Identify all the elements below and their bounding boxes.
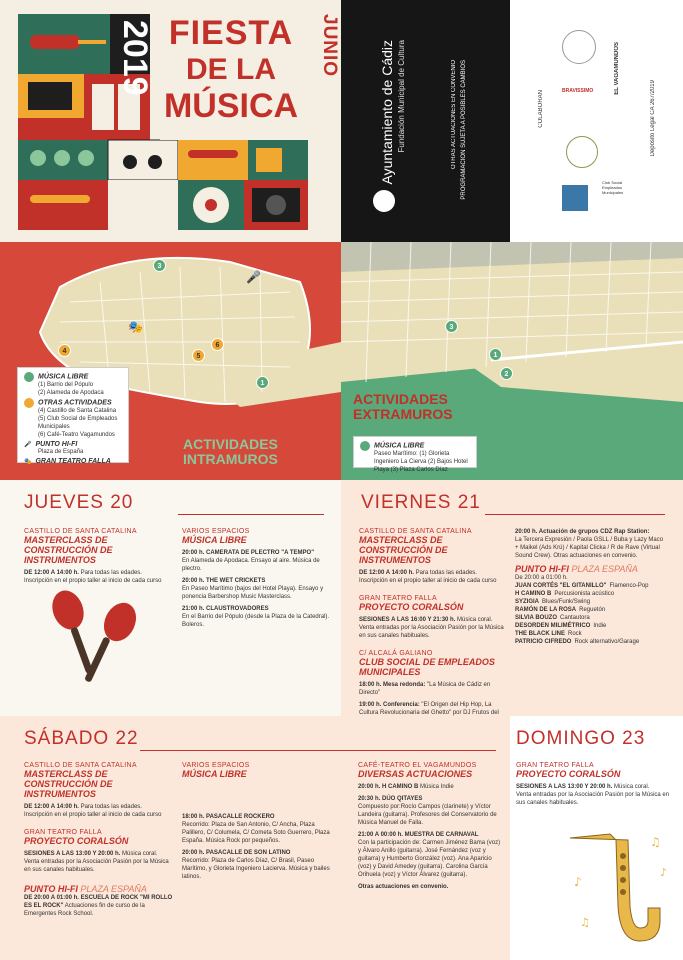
sabado-cf-end: Otras actuaciones en convenio. [358,884,449,890]
lineup-genre: Rock [568,631,582,637]
theater-masks-icon: 🎭 [128,320,143,334]
map-ext-pin-1[interactable]: 1 [489,348,502,361]
legend-ml2: (2) Alameda de Apodaca [38,390,104,397]
legend-ml1: (1) Barrio del Pópulo [38,382,94,389]
sabado-cf2-head: 20:30 h. DÚO QITAYES [358,796,423,802]
legend-masks-icon: 🎭 [24,459,32,466]
sabado-title: SÁBADO 22 [24,728,139,749]
colaboran-label: COLABORAN [538,90,544,128]
lineup-artist: DESORDEN MILIMÉTRICO [515,623,591,629]
sabado-v2-text: Recorrido: Plaza de Carlos Díaz, C/ Brasil, Paseo Marítimo, y Glorieta Ingeniero Lacierva. Música y bailes latinos. [182,858,330,880]
fundacion-label: Fundación Municipal de Cultura [397,40,406,153]
viernes-title: VIERNES 21 [361,492,481,513]
viernes-col2 [515,528,665,646]
svg-text:♪: ♪ [574,875,582,889]
sabado-c2-time-rest: Música coral. [120,851,158,857]
lineup-artist: H CAMINO B [515,591,552,597]
lineup-item [515,630,665,638]
map-ext-pin-2[interactable]: 2 [500,367,513,380]
viernes-c3-l1-head: 18:00 h. Mesa redonda: [359,682,426,688]
lineup-item [515,622,665,630]
jueves-title: JUEVES 20 [24,492,134,513]
lineup-item [515,638,665,646]
saxophone-icon [560,816,680,956]
lineup-artist: THE BLACK LINE [515,631,565,637]
sabado-cafe-event: DIVERSAS ACTUACIONES [358,769,473,779]
sabado-v-venue: VARIOS ESPACIOS [182,762,250,769]
jueves-e2-text: En Paseo Marítimo (bajos del Hotel Playa). Ensayo y ponencia Barbershop Music Masterclass. [182,586,324,600]
sabado-hifi [24,884,174,894]
svg-text:♫: ♫ [580,916,590,929]
sabado-v1-head: 18:00 h. PASACALLE ROCKERO [182,814,275,820]
sabado-c2-venue: GRAN TEATRO FALLA [24,829,102,836]
jueves-divider [178,514,324,515]
legend-hifi: PUNTO HI-FI [35,440,78,448]
lineup-item [515,582,665,590]
viernes-c2-venue: GRAN TEATRO FALLA [359,595,437,602]
map-extramuros [341,242,683,480]
domingo-block [516,762,676,807]
deposito-legal: Depósito Legal CA 267/2019 [650,80,656,157]
lineup-item [515,606,665,614]
sabado-c2-event: PROYECTO CORALSÓN [24,836,129,846]
map-pin-1[interactable]: 1 [256,376,269,389]
viernes-c1-time-rest: Para todas las edades. [413,570,477,576]
ext-legend-musica-libre: MÚSICA LIBRE [374,442,425,450]
festival-poster [0,0,341,242]
svg-text:♪: ♪ [660,866,668,879]
map-intramuros-title-2: INTRAMUROS [183,451,278,467]
jueves-musica-libre [182,528,332,632]
lineup-genre: Reguetón [579,607,606,613]
viernes-c4-head: 20:00 h. Actuación de grupos CDZ Rap Station: [515,529,650,535]
poster-title-fiesta: FIESTA [168,14,294,52]
sabado-hifi-label: PUNTO HI-FI [24,884,78,894]
viernes-c4-text: La Tercera Expresión / Paola GSLL / Buba y Lazy Maco + Maikel (Ads Krú) / Kapital Clicka / R de Rave (Virtual Sound Crew). Otras actuaciones en convenio. [515,537,664,559]
sabado-col1 [24,762,174,918]
cadiz-crest-icon [373,190,395,212]
domingo-title: DOMINGO 23 [516,728,646,749]
viernes-c3-venue: C/ ALCALÁ GALIANO [359,650,433,657]
note-convenio: OTRAS ACTUACIONES EN CONVENIO [451,60,457,170]
map-pin-4[interactable]: 4 [58,344,71,357]
jueves-c2-venue: VARIOS ESPACIOS [182,528,250,535]
map-extramuros-title [353,392,453,422]
lineup-genre: Rock alternativo/Garage [574,639,640,645]
lineup-genre: Percusionista acústico [554,591,615,597]
viernes-c2-time: SESIONES A LAS 16:00 Y 21:30 h. [359,617,456,623]
sabado-c2-text2: Venta entradas por la Asociación Pasión por la Música en sus canales habituales. [24,859,169,873]
viernes-c2-time-rest: Música coral. [455,617,493,623]
svg-text:♫: ♫ [650,835,661,849]
map-intramuros-title-1: ACTIVIDADES [183,436,278,452]
sabado-cf1-rest: Música Indie [418,784,454,790]
poster-title-de-la: DE LA [186,53,276,86]
map-pin-3[interactable]: 3 [153,259,166,272]
viernes-hifi-time: De 20:00 a 01:00 h. [515,575,568,581]
sabado-hifi-head: DE 20:00 A 01:00 h. ESCUELA DE ROCK "MI ROLLO ES EL ROCK" [24,895,173,909]
sabado-c1-text2: Inscripción en el propio taller al inicio de cada curso [24,812,162,818]
domingo-text2: Venta entradas por la Asociación Pasión por la Música en sus canales habituales. [516,792,670,806]
lineup-item [515,598,665,606]
note-cambios: PROGRAMACIÓN SUJETA A POSIBLES CAMBIOS [461,60,467,200]
viernes-c1-time: DE 12:00 A 14:00 h. [359,570,414,576]
jueves-e3-text: En el Barrio del Pópulo (desde la Plaza de la Catedral). Boleros. [182,614,330,628]
jueves-c2-event: MÚSICA LIBRE [182,535,247,545]
maracas-icon [48,588,148,688]
lineup-genre: Indie [593,623,607,629]
sabado-c1-time: DE 12:00 A 14:00 h. [24,804,79,810]
lineup-item [515,614,665,622]
poster-year: 2019 [116,20,154,96]
poster-dates: JUNIO [319,14,340,78]
viernes-c3-l2-rest: "El Origen del Hip Hop, La Cultura Revolucionaria del Ghetto" por DJ Frutos del [359,702,499,716]
sabado-cf3-text: Con la participación de: Carmen Jiménez Bama (voz) y Álvaro Anillo (guitarra). José Fernández (voz y guitarra) y Humberto González (voz). Ana Aparicio (voz) y David Amedey (guitarra). Carolina García Orihuela (voz) y Víctor Álvarez (guitarra). [358,840,501,878]
legend-oa4: (4) Castillo de Santa Catalina [38,408,117,415]
legend-oa5: (5) Club Social de Empleados Municipales [38,416,118,430]
sabado-cafe-venue: CAFÉ-TEATRO EL VAGAMUNDOS [358,762,477,769]
lineup-artist: SILVIA BOUZO [515,615,557,621]
legend-otras: OTRAS ACTIVIDADES [38,399,112,407]
sabado-col3 [358,762,503,894]
map-pin-5[interactable]: 5 [192,349,205,362]
viernes-divider [485,514,665,515]
sabado-cf3-head: 21:00 A 00:00 h. MUESTRA DE CARNAVAL [358,832,479,838]
viernes-hifi-label: PUNTO HI-FI [515,564,569,574]
sabado-v-event: MÚSICA LIBRE [182,769,247,779]
poster-title-musica: MÚSICA [163,87,299,125]
bravissimo-logo: BRAVISSIMO [562,88,594,94]
lineup-artist: RAMÓN DE LA ROSA [515,607,577,613]
viernes-c3-l2-head: 19:00 h. Conferencia: [359,702,420,708]
domingo-venue: GRAN TEATRO FALLA [516,762,594,769]
microphone-icon: 🎤 [246,270,261,284]
domingo-time-rest: Música coral. [612,784,650,790]
collab-logo-3-icon [566,136,598,168]
jueves-e1-text: En Alameda de Apodaca. Ensayo al aire. Música de plectro. [182,558,320,572]
jueves-c1-text2: Inscripción en el propio taller al inicio de cada curso [24,578,162,584]
sabado-cf2-text: Compuesto por:Rocío Campos (clarinete) y Víctor Landeira (guitarra). Profesores del Conservatorio de Música Manuel de Falla. [358,804,497,826]
viernes-c3-event: CLUB SOCIAL DE EMPLEADOS MUNICIPALES [359,657,495,677]
map-intramuros-legend [17,367,129,466]
viernes-lineup [515,582,665,646]
domingo-time: SESIONES A LAS 13:00 Y 20:00 h. [516,784,613,790]
jueves-section [0,480,341,716]
sabado-c1-venue: CASTILLO DE SANTA CATALINA [24,762,137,769]
collaborators-panel [510,0,683,242]
vagamundos-logo: EL VAGAMUNDOS [614,42,620,95]
sabado-v2-head: 20:00 h. PASACALLE DE SON LATINO [182,850,291,856]
collab-logo-1-icon [562,30,596,64]
legend-microphone-icon: 🎤 [24,441,32,448]
map-extramuros-legend [353,436,477,473]
viernes-c2-text2: Venta entradas por la Asociación Pasión por la Música en sus canales habituales. [359,625,504,639]
sabado-c1-time-rest: Para todas las edades. [78,804,142,810]
viernes-c3-l1-rest: "La Música de Cádiz en Directo" [359,682,491,696]
jueves-e1-head: 20:00 h. CAMERATA DE PLECTRO "A TEMPO" [182,550,315,556]
map-intramuros-title [183,437,278,467]
viernes-section [341,480,683,716]
viernes-c1-event: MASTERCLASS DE CONSTRUCCIÓN DE INSTRUMENTOS [359,535,448,565]
collab-logo-4-icon [562,185,588,211]
viernes-hifi [515,564,665,574]
jueves-masterclass [24,528,174,585]
map-ext-pin-3[interactable]: 3 [445,320,458,333]
jueves-e2-head: 20:00 h. THE WET CRICKETS [182,578,266,584]
sabado-c1-event: MASTERCLASS DE CONSTRUCCIÓN DE INSTRUMENTOS [24,769,113,799]
viernes-c1-text2: Inscripción en el propio taller al inicio de cada curso [359,578,497,584]
legend-oa6: (6) Café-Teatro Vagamundos [38,431,115,438]
jueves-c1-time-rest: Para todas las edades. [78,570,142,576]
jueves-c1-time: DE 12:00 A 14:00 h. [24,570,79,576]
sabado-cf1-head: 20:00 h. H CAMINO B [358,784,419,790]
lineup-genre: Cantautora [560,615,590,621]
cadiz-panel [341,0,510,242]
lineup-item [515,590,665,598]
legend-hifi-place: Plaza de España [38,449,84,456]
sabado-hifi-place: PLAZA ESPAÑA [80,884,147,894]
lineup-artist: JUAN CORTÉS "EL GITANILLO" [515,583,607,589]
jueves-e3-head: 21:00 h. CLAUSTROVADORES [182,606,269,612]
viernes-c1-venue: CASTILLO DE SANTA CATALINA [359,528,472,535]
poster-title [150,14,312,134]
jueves-c1-event: MASTERCLASS DE CONSTRUCCIÓN DE INSTRUMENTOS [24,535,113,565]
sabado-hifi-text: Actuaciones fin de curso de la Emergentes Rock School. [24,903,145,917]
club-social-logo: Club Social Empleados Municipales [602,180,624,195]
ayuntamiento-label: Ayuntamiento de Cádiz [379,40,395,185]
lineup-genre: Flamenco-Pop [609,583,649,589]
sabado-c2-time: SESIONES A LAS 13:00 Y 20:00 h. [24,851,121,857]
sabado-divider [140,750,496,751]
legend-musica-libre: MÚSICA LIBRE [38,373,89,381]
sabado-v1-text: Recorrido: Plaza de San Antonio, C/ Ancha, Plaza Palillero, C/ Columela, C/ Cometa Soto Guerrero, Plaza España. Música Rock por pequeños. [182,822,330,844]
ext-legend-text: Paseo Marítimo: (1) Glorieta Ingeniero La Cierva (2) Bajos Hotel Playa (3) Plaza Carlos Díaz [374,451,468,473]
domingo-event: PROYECTO CORALSÓN [516,769,621,779]
legend-teatro: GRAN TEATRO FALLA [35,458,111,466]
map-extramuros-title-1: ACTIVIDADES [353,391,448,407]
lineup-artist: SYZIGIA [515,599,540,605]
viernes-c2-event: PROYECTO CORALSÓN [359,602,464,612]
jueves-c1-venue: CASTILLO DE SANTA CATALINA [24,528,137,535]
domingo-section [510,716,683,960]
lineup-genre: Blues/Funk/Swing [542,599,591,605]
viernes-hifi-place: PLAZA ESPAÑA [571,564,638,574]
viernes-col1 [359,528,509,725]
map-intramuros [0,242,341,480]
lineup-artist: PATRICIO CIFREDO [515,639,572,645]
map-extramuros-title-2: EXTRAMUROS [353,406,453,422]
map-pin-6[interactable]: 6 [211,338,224,351]
sabado-section [0,716,510,960]
sabado-col2 [182,762,332,884]
